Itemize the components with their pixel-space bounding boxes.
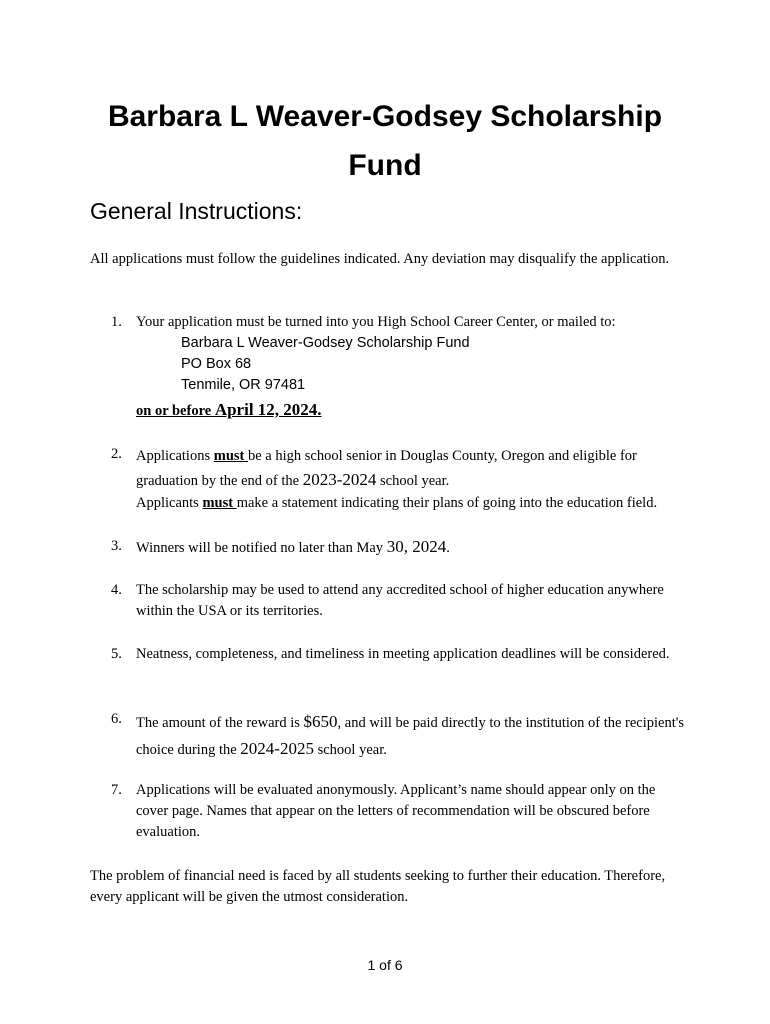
item-text [136, 536, 691, 559]
page-indicator: 1 of 6 [367, 957, 403, 973]
reward-amount: $650 [303, 712, 338, 731]
item-text: The scholarship may be used to attend any accredited school of higher education anywhere within the USA or its territories. [136, 582, 664, 619]
item-number: 2. [111, 446, 122, 462]
deadline-date: April 12, 2024. [214, 400, 322, 419]
instruction-item-6 [111, 709, 691, 763]
text-segment: . [446, 540, 450, 556]
item-text [136, 444, 691, 493]
text-segment: , and will be paid directly to the institution of the recipient's choice during the [136, 715, 685, 758]
instruction-item-5 [111, 644, 691, 665]
item-text-2 [136, 493, 691, 514]
text-segment: Applicants [136, 495, 203, 511]
item-number: 4. [111, 582, 122, 598]
closing-paragraph: The problem of financial need is faced by all students seeking to further their education. Therefore, every applicant will be given the utmost consideration. [90, 868, 666, 905]
instruction-item-4 [111, 580, 691, 622]
deadline-prefix: on or before [136, 403, 215, 419]
address-line-1: Barbara L Weaver-Godsey Scholarship Fund [181, 335, 470, 351]
intro-paragraph: All applications must follow the guidelines indicated. Any deviation may disqualify the application. [90, 251, 670, 267]
text-segment: school year. [313, 742, 387, 758]
text-segment: make a statement indicating their plans of going into the education field. [236, 495, 658, 511]
item-number: 1. [111, 314, 122, 330]
item-text [136, 709, 691, 763]
item-number: 3. [111, 538, 122, 554]
text-segment: Winners will be notified no later than May [136, 540, 387, 556]
instruction-item-3 [111, 536, 691, 559]
item-number: 7. [111, 782, 122, 798]
section-heading: General Instructions: [90, 198, 303, 224]
instruction-item-1 [111, 312, 691, 422]
instruction-item-7 [111, 780, 691, 843]
document-title [60, 92, 710, 190]
text-segment: be a high school senior in Douglas County, Oregon and eligible for graduation by the end of the [136, 448, 637, 489]
instruction-item-2 [111, 444, 691, 514]
text-segment: The amount of the reward is [136, 715, 304, 731]
must-emphasis: must [213, 448, 248, 464]
address-line-2: PO Box 68 [181, 356, 252, 372]
item-text: Applications will be evaluated anonymously. Applicant’s name should appear only on the cover page. Names that appear on the letters of recommendation will be obscured before evaluation. [136, 782, 656, 840]
mailing-address [181, 333, 691, 396]
notification-date: 30, 2024 [386, 537, 447, 556]
item-text: Your application must be turned into you High School Career Center, or mailed to: [136, 314, 616, 330]
text-segment: Applications [136, 448, 214, 464]
must-emphasis: must [202, 495, 237, 511]
item-number: 6. [111, 711, 122, 727]
text-segment: school year. [376, 473, 450, 489]
item-text: Neatness, completeness, and timeliness in meeting application deadlines will be considered. [136, 646, 670, 662]
deadline [136, 399, 691, 422]
title-line-1: Barbara L Weaver-Godsey Scholarship [107, 100, 663, 133]
school-year: 2024-2025 [240, 739, 314, 758]
address-line-3: Tenmile, OR 97481 [181, 377, 306, 393]
title-line-2: Fund [348, 149, 422, 182]
school-year: 2023-2024 [302, 470, 377, 489]
item-number: 5. [111, 646, 122, 662]
